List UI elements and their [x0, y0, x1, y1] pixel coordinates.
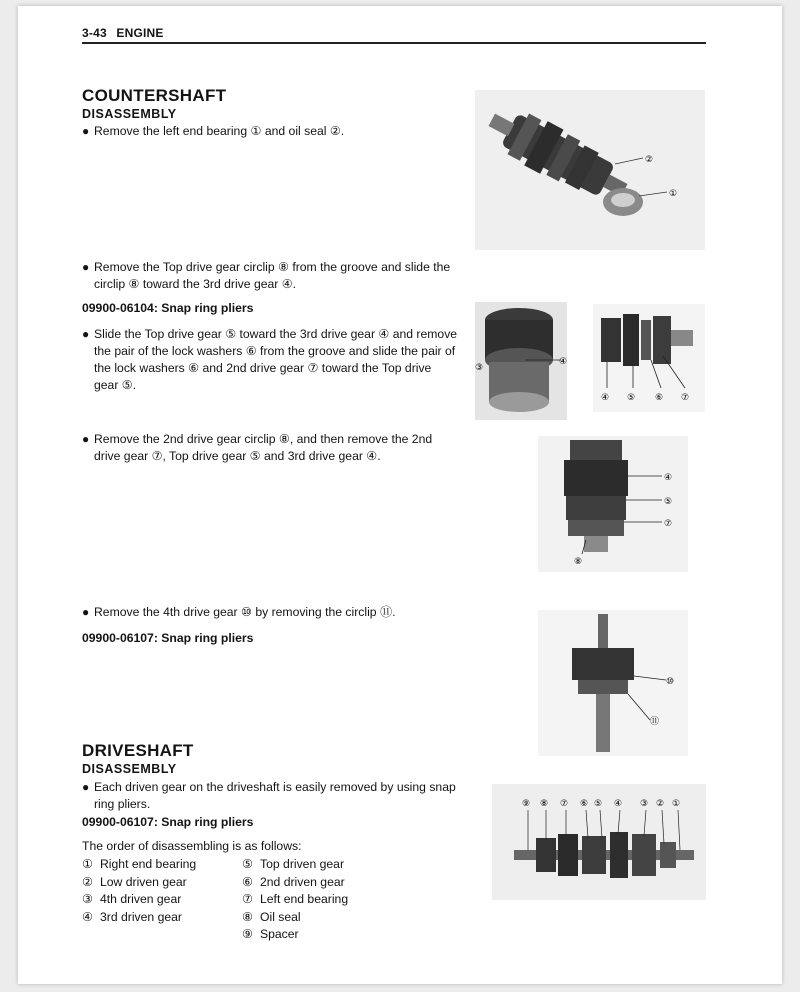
header-rule: [82, 42, 706, 44]
photo-circlip-graphic: [475, 302, 567, 420]
bullet-dot: ●: [82, 432, 90, 446]
photo-bearing-seal: [475, 90, 705, 250]
callout: ①: [669, 188, 678, 198]
callout: ⑧: [574, 556, 583, 566]
page-ref: 3-43: [82, 26, 107, 40]
step-text: Remove the left end bearing ① and oil seal ②.: [94, 124, 345, 138]
photo-lock-washers-graphic: [593, 304, 705, 412]
list-item: ② Low driven gear: [82, 874, 187, 889]
tool-1: 09900-06104: Snap ring pliers: [82, 301, 254, 315]
list-item: ④ 3rd driven gear: [82, 909, 182, 924]
list-item: ⑤ Top driven gear: [242, 857, 345, 871]
callout: ③: [475, 362, 484, 372]
step-text: Remove the 2nd drive gear circlip ⑧, and then remove the 2nd drive gear ⑦, Top drive gear ⑤ and 3rd drive gear ④.: [94, 432, 433, 463]
callout: ⑦: [560, 798, 569, 808]
photo-driveshaft-graphic: [492, 784, 706, 900]
photo-lock-washers: [593, 304, 705, 412]
order-intro: The order of disassembling is as follows:: [82, 839, 302, 853]
list-item: ⑦ Left end bearing: [242, 892, 349, 906]
photo-driveshaft: [492, 784, 706, 900]
callout: ⑧: [540, 798, 549, 808]
callout: ⑤: [664, 496, 673, 506]
callout: ②: [645, 154, 654, 164]
step-text: Remove the Top drive gear circlip ⑧ from the groove and slide the circlip ⑧ toward the 3rd drive gear ④.: [94, 260, 451, 291]
callout: ④: [614, 798, 623, 808]
countershaft-step-3: [82, 326, 458, 394]
list-item: ⑧ Oil seal: [242, 909, 301, 924]
step-text: Each driven gear on the driveshaft is easily removed by using snap ring pliers.: [94, 780, 456, 811]
callout: ④: [664, 472, 673, 482]
bullet-dot: ●: [82, 780, 90, 794]
driveshaft-tool: 09900-06107: Snap ring pliers: [82, 815, 254, 829]
bullet-dot: ●: [82, 605, 90, 619]
callout: ①: [672, 798, 681, 808]
photo-4th-gear-graphic: [538, 610, 688, 756]
callout: ③: [640, 798, 649, 808]
callout: ④: [601, 392, 610, 402]
step-text: Slide the Top drive gear ⑤ toward the 3rd drive gear ④ and remove the pair of the lock washers ⑥ from the groove and slide the pair of the lock washers ⑥ and 2nd drive gear ⑦ toward the Top drive gear ⑤.: [94, 327, 458, 392]
countershaft-step-2: [82, 259, 458, 293]
driveshaft-step-1: [82, 779, 462, 813]
bullet-dot: ●: [82, 260, 90, 274]
photo-2nd-gear: [538, 436, 688, 572]
list-item: ⑥ 2nd driven gear: [242, 874, 345, 889]
countershaft-step-5: [82, 604, 458, 621]
tool-2: 09900-06107: Snap ring pliers: [82, 631, 254, 645]
callout: ④: [559, 356, 567, 366]
driveshaft-title: DRIVESHAFT: [82, 741, 194, 760]
list-item: ⑨ Spacer: [242, 927, 299, 941]
photo-circlip: [475, 302, 567, 420]
callout: ⑦: [664, 518, 673, 528]
photo-4th-gear: [538, 610, 688, 756]
list-item: ③ 4th driven gear: [82, 892, 182, 906]
countershaft-title: COUNTERSHAFT: [82, 86, 227, 105]
bullet-dot: ●: [82, 124, 90, 138]
callout: ②: [656, 798, 665, 808]
countershaft-step-4: [82, 431, 458, 465]
order-list-right: [242, 856, 422, 944]
callout: ⑤: [594, 798, 603, 808]
bullet-dot: ●: [82, 327, 90, 341]
callout: ⑩: [666, 676, 675, 686]
photo-2nd-gear-graphic: [538, 436, 688, 572]
step-text: Remove the 4th drive gear ⑩ by removing the circlip ⑪.: [94, 605, 396, 619]
photo-bearing-seal-graphic: [475, 90, 705, 250]
callout: ⑥: [655, 392, 664, 402]
page-header: [82, 26, 164, 40]
section-name: ENGINE: [116, 26, 164, 40]
callout: ⑨: [522, 798, 531, 808]
callout: ⑥: [580, 798, 589, 808]
order-list-left: [82, 856, 242, 926]
callout: ⑦: [681, 392, 690, 402]
manual-page: [18, 6, 782, 984]
countershaft-step-1: [82, 123, 462, 140]
callout: ⑪: [650, 716, 660, 726]
list-item: ① Right end bearing: [82, 857, 197, 871]
countershaft-subtitle: DISASSEMBLY: [82, 107, 177, 121]
callout: ⑤: [627, 392, 636, 402]
driveshaft-subtitle: DISASSEMBLY: [82, 762, 177, 776]
